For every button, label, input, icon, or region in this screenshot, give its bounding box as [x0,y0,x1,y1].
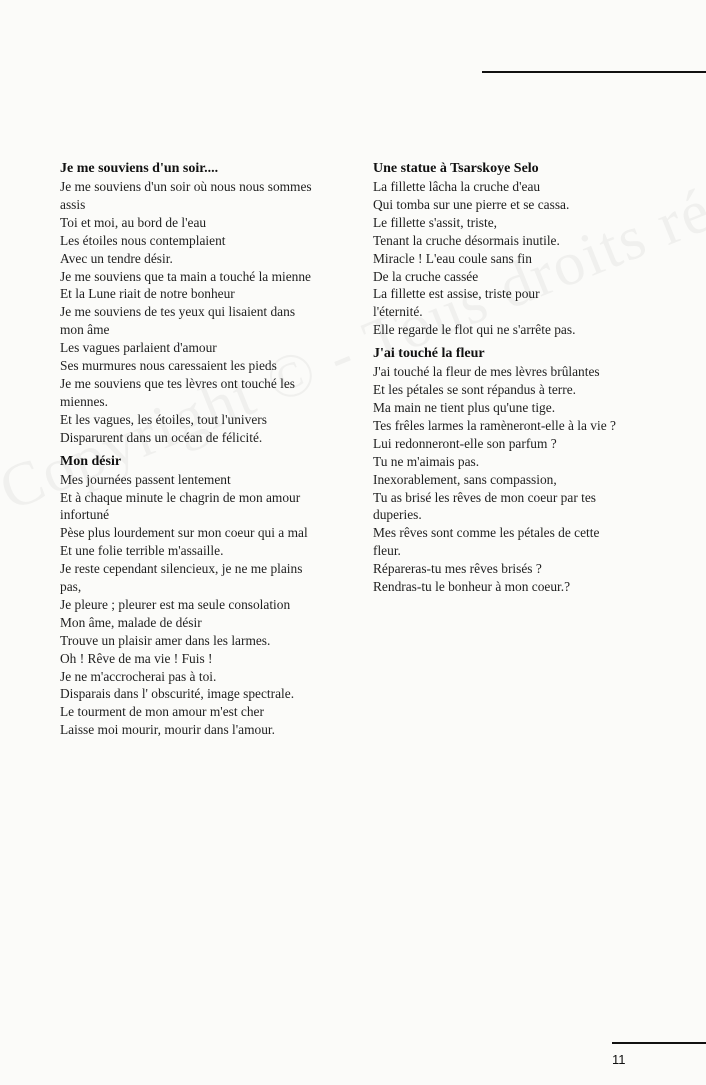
poem-line: assis [60,196,86,212]
poem-line: Répareras-tu mes rêves brisés ? [373,561,542,577]
poem-line: duperies. [373,507,422,523]
bottom-rule [612,1042,706,1044]
poem-line: Je reste cependant silencieux, je ne me plains [60,561,303,577]
poem-line: Avec un tendre désir. [60,250,173,266]
page-number: 11 [612,1052,626,1067]
poem-line: Les étoiles nous contemplaient [60,232,226,248]
poem-line: La fillette est assise, triste pour [373,286,540,302]
poem-title: Mon désir [60,453,122,469]
poem-line: Miracle ! L'eau coule sans fin [373,250,532,266]
poem-line: Rendras-tu le bonheur à mon coeur.? [373,579,571,595]
poem-line: Et à chaque minute le chagrin de mon amour [60,489,301,505]
poem [373,160,673,339]
poem-line: J'ai touché la fleur de mes lèvres brûlantes [373,364,600,380]
poem-line: Et les vagues, les étoiles, tout l'univers [60,411,267,427]
poem-line: Inexorablement, sans compassion, [373,471,557,487]
poem-line: Lui redonneront-elle son parfum ? [373,435,557,451]
right-column [373,160,673,602]
poem-line: La fillette lâcha la cruche d'eau [373,179,541,194]
poem-line: Et la Lune riait de notre bonheur [60,286,235,302]
poem-line: Tu ne m'aimais pas. [373,453,480,469]
top-rule [482,71,706,73]
poem-line: Tes frêles larmes la ramèneront-elle à la vie ? [373,417,616,433]
poem-line: De la cruche cassée [373,268,479,284]
poem-line: Tu as brisé les rêves de mon coeur par tes [373,489,596,505]
poem-title: J'ai touché la fleur [373,346,485,362]
poem-line: Les vagues parlaient d'amour [60,340,217,356]
poem-line: miennes. [60,393,108,409]
poem-line: Pèse plus lourdement sur mon coeur qui a mal [60,525,308,541]
poem-line: Mes rêves sont comme les pétales de cette [373,525,600,541]
poem-line: fleur. [373,543,401,559]
poem-title: Une statue à Tsarskoye Selo [373,161,539,176]
poem-line: Ma main ne tient plus qu'une tige. [373,399,556,415]
poem-line: Je ne m'accrocherai pas à toi. [60,668,217,684]
poem-line: Tenant la cruche désormais inutile. [373,232,560,248]
poem-line: Elle regarde le flot qui ne s'arrête pas. [373,322,576,338]
poem-line: Disparais dans l' obscurité, image spectrale. [60,686,295,702]
poem-line: mon âme [60,322,110,338]
poem-line: l'éternité. [373,304,423,320]
poem-line: Je me souviens que tes lèvres ont touché les [60,375,296,391]
poem-line: Je pleure ; pleurer est ma seule consolation [60,596,291,612]
poem [373,345,673,596]
poem-line: Toi et moi, au bord de l'eau [60,214,207,230]
poem [60,160,360,447]
poem-line: Trouve un plaisir amer dans les larmes. [60,632,271,648]
poem-line: Mes journées passent lentement [60,471,231,487]
poem-line: Et les pétales se sont répandus à terre. [373,382,577,398]
poem-line: infortuné [60,507,110,523]
poem-line: Laisse moi mourir, mourir dans l'amour. [60,722,275,738]
poem-line: Qui tomba sur une pierre et se cassa. [373,196,570,212]
left-column [60,160,360,745]
poem-line: Je me souviens de tes yeux qui lisaient dans [60,304,296,320]
poem-line: Ses murmures nous caressaient les pieds [60,358,277,374]
poem-line: Je me souviens que ta main a touché la mienne [60,268,311,284]
poem-line: Disparurent dans un océan de félicité. [60,429,263,445]
poem [60,453,360,740]
poem-line: Mon âme, malade de désir [60,614,202,630]
poem-line: Et une folie terrible m'assaille. [60,543,224,559]
poem-title: Je me souviens d'un soir.... [60,161,219,176]
poem-line: pas, [60,579,82,595]
poem-line: Le fillette s'assit, triste, [373,214,498,230]
poem-line: Je me souviens d'un soir où nous nous sommes [60,179,312,194]
poem-line: Oh ! Rêve de ma vie ! Fuis ! [60,650,213,666]
poem-line: Le tourment de mon amour m'est cher [60,704,264,720]
